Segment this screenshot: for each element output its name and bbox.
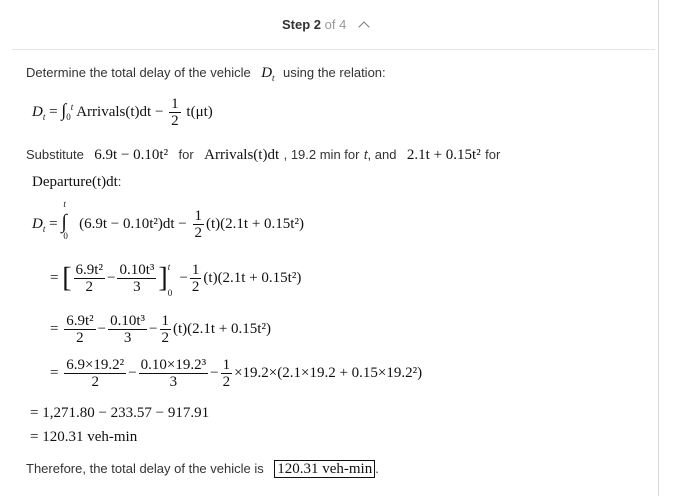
- step-header[interactable]: [282, 17, 368, 32]
- eq1-integral-wrap: [61, 198, 75, 241]
- conclusion-line: [26, 460, 379, 478]
- relation-eq: =: [49, 103, 58, 120]
- eq4-tail: ×19.2×(2.1×19.2 + 0.15×19.2²): [234, 364, 423, 381]
- relation-minus: −: [154, 103, 164, 120]
- sub-text3: , 19.2 min for: [283, 147, 360, 162]
- relation-lower: 0: [66, 111, 71, 122]
- eq2-minus2: −: [179, 269, 188, 286]
- eq4-f2-den: 3: [169, 374, 178, 390]
- intro-tail: using the relation:: [283, 65, 386, 80]
- eq4-f1-num: 6.9×19.2²: [66, 357, 125, 373]
- conclusion-period: .: [375, 461, 379, 476]
- eq1-eq: =: [49, 215, 58, 232]
- eq4-minus2: −: [210, 364, 219, 381]
- eq1-body: (6.9t − 0.10t²)dt −: [79, 215, 187, 232]
- eq3-frac1: [64, 313, 95, 346]
- eq2-frac1: [74, 262, 105, 295]
- eq2-half-num: 1: [191, 262, 200, 278]
- sub-text5: for: [485, 147, 501, 162]
- eq2-tail: (t)(2.1t + 0.15t²): [203, 269, 302, 286]
- sub-expr3: 2.1t + 0.15t²: [406, 147, 481, 163]
- equation-1: [32, 198, 304, 241]
- sub-var-t: t: [363, 147, 368, 162]
- eq4-eq: =: [50, 364, 59, 381]
- equation-3: [50, 313, 271, 346]
- step-label: Step 2: [282, 17, 322, 32]
- intro-line: [26, 64, 386, 83]
- eq3-f2-num: 0.10t³: [110, 313, 146, 329]
- intro-sub: t: [272, 73, 275, 83]
- eq2-f1-den: 2: [85, 279, 93, 295]
- eq3-minus1: −: [97, 320, 107, 337]
- eq2-half: [190, 262, 202, 295]
- eq3-half-num: 1: [161, 313, 169, 329]
- eq4-half: [221, 357, 233, 390]
- eq1-upper: t: [63, 198, 66, 209]
- eq1-half: [193, 208, 205, 241]
- step-of: of 4: [324, 17, 347, 32]
- eq2-eq: =: [50, 269, 59, 286]
- eq3-f1-den: 2: [76, 330, 84, 346]
- relation-term1: Arrivals(t)dt: [76, 103, 152, 120]
- equation-2: [50, 261, 302, 298]
- eq4-frac2: [139, 357, 208, 390]
- equation-6: = 120.31 veh-min: [30, 429, 138, 445]
- sub-text1: Substitute: [26, 147, 84, 162]
- conclusion-text: Therefore, the total delay of the vehicle is: [26, 461, 264, 476]
- intro-var: D: [261, 65, 273, 81]
- eq4-f1-den: 2: [91, 374, 99, 390]
- eq4-frac1: [64, 357, 126, 390]
- eq1-half-num: 1: [194, 208, 202, 224]
- eq1-lower: 0: [63, 230, 68, 241]
- eq3-f1-num: 6.9t²: [66, 313, 94, 329]
- eq4-half-den: 2: [222, 374, 231, 390]
- eq2-minus: −: [106, 269, 116, 286]
- eq3-frac2: [108, 313, 147, 346]
- intro-text: Determine the total delay of the vehicle: [26, 65, 251, 80]
- eq3-tail: (t)(2.1t + 0.15t²): [173, 320, 271, 337]
- eq1-tail: (t)(2.1t + 0.15t²): [206, 215, 304, 232]
- eq2-f2-num: 0.10t³: [119, 262, 155, 278]
- relation-half-den: 2: [171, 113, 179, 129]
- eq1-sub: t: [42, 223, 46, 234]
- eq3-half-den: 2: [161, 330, 169, 346]
- substitute-line-2: [32, 173, 121, 191]
- sub-colon: :: [117, 174, 122, 189]
- eq2-half-den: 2: [191, 279, 200, 295]
- chevron-up-icon[interactable]: [358, 21, 369, 32]
- eq2-upper: t: [167, 261, 171, 272]
- sub-expr1: 6.9t − 0.10t²: [94, 147, 169, 163]
- equation-4: [50, 357, 422, 390]
- eq3-minus2: −: [149, 320, 158, 337]
- relation-half: [169, 96, 181, 129]
- eq1-lhs: D: [32, 215, 43, 232]
- eq3-eq: =: [50, 320, 59, 337]
- eq2-left-bracket: [: [62, 262, 72, 294]
- header-divider: [12, 49, 655, 50]
- substitute-line: [26, 146, 500, 164]
- sub-expr2: Arrivals(t)dt: [204, 147, 280, 163]
- relation-sub: t: [42, 111, 46, 122]
- sub-expr4: Departure(t)dt: [32, 174, 118, 190]
- eq2-frac2: [117, 262, 156, 295]
- relation-equation: [32, 96, 213, 129]
- eq1-half-den: 2: [194, 225, 202, 241]
- eq4-half-num: 1: [222, 357, 231, 373]
- relation-integral: ∫: [61, 99, 67, 120]
- relation-term2: t(μt): [186, 103, 213, 120]
- sub-text4: , and: [367, 147, 397, 162]
- sub-text2: for: [178, 147, 194, 162]
- eq2-right-bracket: ]: [158, 262, 168, 294]
- eq1-integral-sign: ∫: [61, 210, 67, 233]
- relation-upper: t: [70, 101, 74, 112]
- eq2-lower: 0: [167, 287, 173, 298]
- eq3-half: [160, 313, 172, 346]
- equation-5: = 1,271.80 − 233.57 − 917.91: [30, 405, 210, 421]
- eq3-f2-den: 3: [123, 330, 132, 346]
- eq4-minus1: −: [128, 364, 137, 381]
- eq4-f2-num: 0.10×19.2³: [140, 357, 207, 373]
- answer-box: 120.31 veh-min: [274, 460, 375, 478]
- eq2-f1-num: 6.9t²: [75, 262, 103, 278]
- relation-lhs: D: [32, 103, 43, 120]
- relation-half-num: 1: [171, 96, 179, 112]
- eq2-f2-den: 3: [133, 279, 141, 295]
